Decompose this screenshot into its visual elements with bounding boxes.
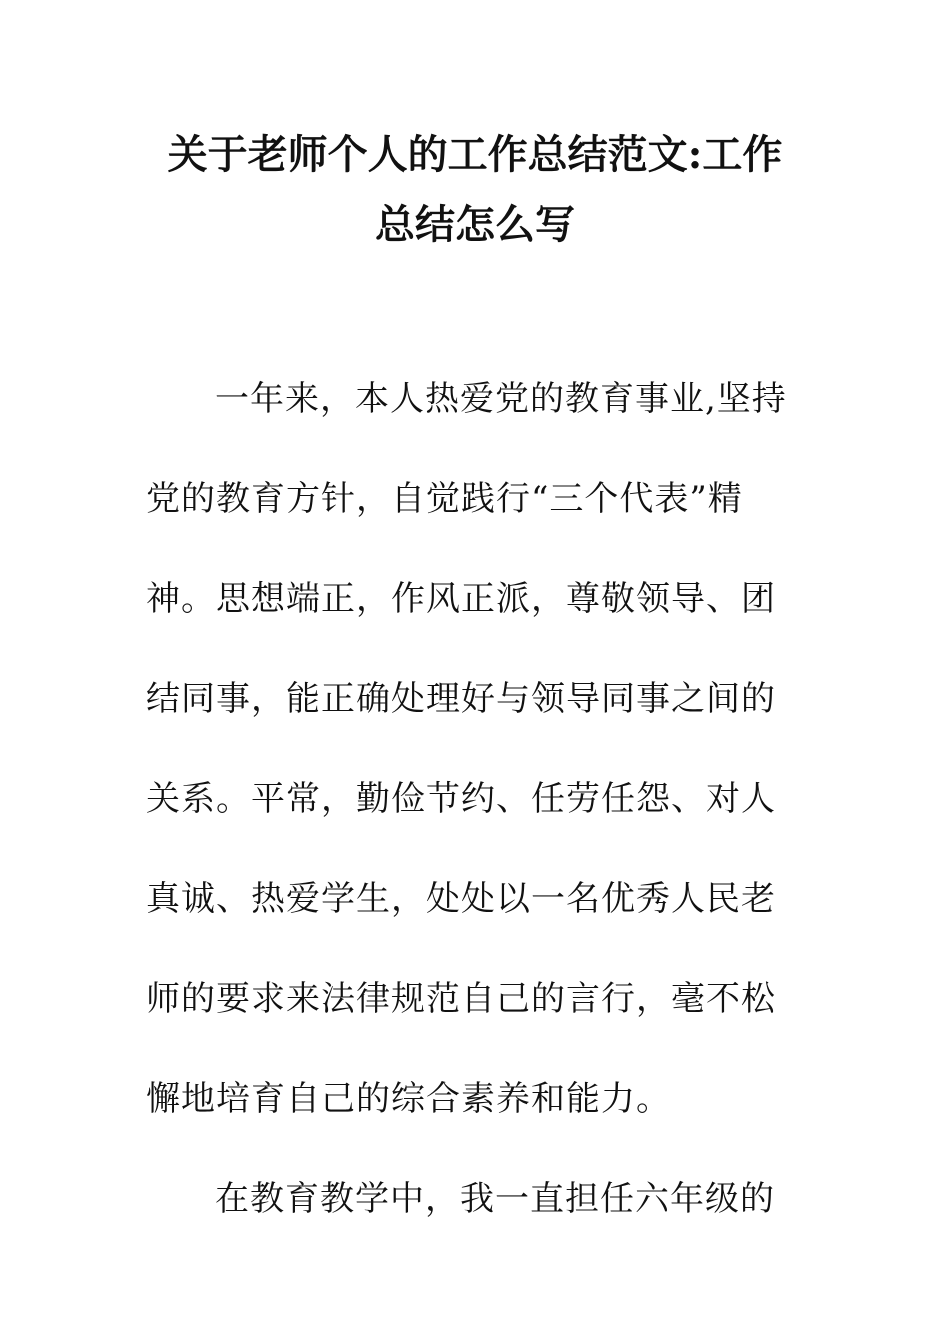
paragraph-1-line-7: 师的要求来法律规范自己的言行，毫不松	[146, 979, 776, 1019]
paragraph-2-line-1: 在教育教学中，我一直担任六年级的	[215, 1179, 775, 1219]
paragraph-1-line-2: 党的教育方针，自觉践行“三个代表”精	[146, 479, 743, 519]
paragraph-1-line-4: 结同事，能正确处理好与领导同事之间的	[146, 679, 776, 719]
paragraph-1-line-8: 懈地培育自己的综合素养和能力。	[146, 1079, 671, 1119]
document-title-line-2: 总结怎么写	[375, 201, 575, 248]
paragraph-1-line-3: 神。思想端正，作风正派，尊敬领导、团	[146, 579, 776, 619]
document-title-line-1: 关于老师个人的工作总结范文:工作	[167, 131, 783, 178]
paragraph-1-line-6: 真诚、热爱学生，处处以一名优秀人民老	[146, 879, 776, 919]
paragraph-1-line-5: 关系。平常，勤俭节约、任劳任怨、对人	[146, 779, 776, 819]
paragraph-1-line-1: 一年来，本人热爱党的教育事业,坚持	[215, 379, 787, 419]
